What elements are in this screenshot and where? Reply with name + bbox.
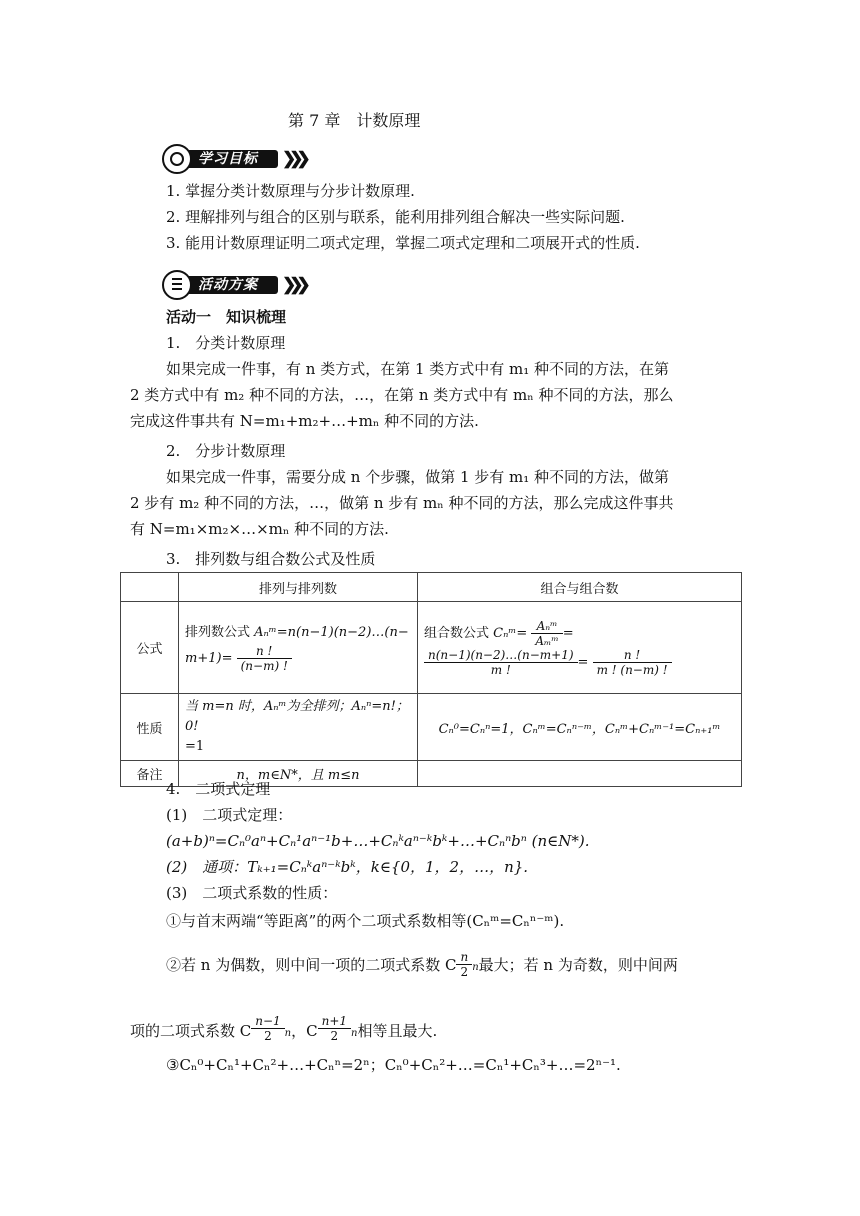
p2-sub: n [472,962,479,973]
comb-property-cell [418,694,742,761]
property-2-a: ②若 n 为偶数，则中间一项的二项式系数 C [166,956,457,974]
binomial-formula: (a+b)ⁿ=Cₙ⁰aⁿ+Cₙ¹aⁿ⁻¹b+…+Cₙᵏaⁿ⁻ᵏbᵏ+…+Cₙⁿbⁿ (n∈N*). [166,832,590,850]
chevrons-icon: ❯❯❯ [282,149,304,169]
chapter-title: 第 7 章 计数原理 [288,111,421,130]
property-2-cont: 项的二项式系数 C $\frac{n-1}{2}$ n，C $\frac{n+1}{2}$ n相等且最大. [130,1014,438,1043]
paragraph-line: 如果完成一件事，需要分成 n 个步骤，做第 1 步有 m₁ 种不同的方法，做第 [166,468,670,486]
perm-formula-a: Aₙᵐ=n(n−1)(n−2)…(n− [254,625,409,640]
comb-frac3-den: m ! (n−m) ! [596,662,668,677]
perm-frac-num: n ! [237,644,292,659]
section-heading: 3. 排列数与组合数公式及性质 [166,550,376,568]
perm-formula-b: m+1)= [185,651,233,666]
perm-property-b: =1 [185,739,205,754]
comb-property: Cₙ⁰=Cₙⁿ=1，Cₙᵐ=Cₙⁿ⁻ᵐ，Cₙᵐ+Cₙᵐ⁻¹=Cₙ₊₁ᵐ [438,721,721,737]
property-3: ③Cₙ⁰+Cₙ¹+Cₙ²+…+Cₙⁿ=2ⁿ；Cₙ⁰+Cₙ²+…=Cₙ¹+Cₙ³+…=2ⁿ⁻¹. [166,1056,621,1074]
comb-fraction-1 [531,619,562,648]
table-row [121,602,742,694]
table-row [121,694,742,761]
comb-fraction-3 [593,648,672,677]
comb-formula-prefix: 组合数公式 [424,625,494,641]
p2-frac2-num: n−1 [251,1014,284,1029]
target-icon [162,144,192,174]
property-1: ①与首末两端“等距离”的两个二项式系数相等(Cₙᵐ=Cₙⁿ⁻ᵐ). [166,912,565,930]
comb-frac1-tail: = [562,625,574,641]
perm-formula-cell [179,602,418,694]
paragraph-line: 有 N=m₁×m₂×…×mₙ 种不同的方法. [130,520,389,538]
section-heading: 1. 分类计数原理 [166,334,286,352]
table-header-perm: 排列与排列数 [179,573,418,602]
perm-note: n，m∈N*，且 m≤n [236,768,360,783]
paragraph-line: 2 步有 m₂ 种不同的方法，…，做第 n 步有 mₙ 种不同的方法，那么完成这件事共 [130,494,674,512]
row-label-note: 备注 [121,761,179,787]
row-label-property: 性质 [121,694,179,761]
goals-badge [162,144,317,174]
perm-formula-prefix: 排列数公式 [185,625,255,640]
section-heading: 4. 二项式定理 [166,780,271,798]
table-corner-cell [121,573,179,602]
goal-item: 3. 能用计数原理证明二项式定理，掌握二项式定理和二项展开式的性质. [166,234,640,252]
p2-frac2-den: 2 [264,1029,272,1043]
chevrons-icon: ❯❯❯ [282,275,304,295]
paragraph-line: 完成这件事共有 N=m₁+m₂+…+mₙ 种不同的方法. [130,412,479,430]
plan-badge-label: 活动方案 [198,277,258,293]
perm-property-a: 当 m=n 时，Aₙᵐ为全排列；Aₙⁿ=n!；0! [185,699,409,734]
perm-frac-den: (n−m) ! [240,659,288,673]
subsection-heading: (3) 二项式系数的性质： [166,884,338,902]
property-2-c: 项的二项式系数 C [130,1022,252,1040]
property-2-d: 相等且最大. [357,1022,438,1040]
goals-badge-label: 学习目标 [198,151,258,167]
list-icon [162,270,192,300]
formula-table [120,572,742,787]
comb-note-cell [418,761,742,787]
comb-frac2-den: m ! [490,662,511,677]
p2-frac3-den: 2 [330,1029,339,1043]
comb-frac2-tail: = [577,654,589,670]
paragraph-line: 2 类方式中有 m₂ 种不同的方法，…，在第 n 类方式中有 mₙ 种不同的方法，那么 [130,386,674,404]
property-2-b: 最大；若 n 为奇数，则中间两 [478,956,678,974]
perm-property-cell [179,694,418,761]
p2-fraction-2 [251,1014,284,1043]
perm-fraction [237,644,292,673]
table-header-row [121,573,742,602]
p2-comma: ，C [291,1022,318,1040]
table-header-comb: 组合与组合数 [418,573,742,602]
goal-item: 2. 理解排列与组合的区别与联系，能利用排列组合解决一些实际问题. [166,208,625,226]
comb-frac3-num: n ! [593,648,672,663]
p2-fraction [456,950,472,979]
subsection-heading: (1) 二项式定理： [166,806,293,824]
activity-title: 活动一 知识梳理 [166,308,287,326]
goal-item: 1. 掌握分类计数原理与分步计数原理. [166,182,415,200]
p2-fraction-3 [318,1014,351,1043]
plan-badge [162,270,317,300]
row-label-formula: 公式 [121,602,179,694]
general-term: (2) 通项：Tₖ₊₁=Cₙᵏaⁿ⁻ᵏbᵏ，k∈{0，1，2，…，n}. [166,858,529,876]
comb-frac1-num: Aₙᵐ [531,619,562,634]
property-2 [166,950,678,979]
comb-frac2-num: n(n−1)(n−2)…(n−m+1) [424,648,578,663]
comb-formula-cell [418,602,742,694]
p2-frac-num: n [456,950,472,965]
comb-frac1-den: Aₘᵐ [535,633,559,648]
comb-fraction-2 [424,648,578,677]
p2-frac-den: 2 [460,965,469,979]
comb-formula-a: Cₙᵐ= [493,625,528,641]
paragraph-line: 如果完成一件事，有 n 类方式，在第 1 类方式中有 m₁ 种不同的方法，在第 [166,360,670,378]
p2-frac3-num: n+1 [318,1014,351,1029]
section-heading: 2. 分步计数原理 [166,442,286,460]
